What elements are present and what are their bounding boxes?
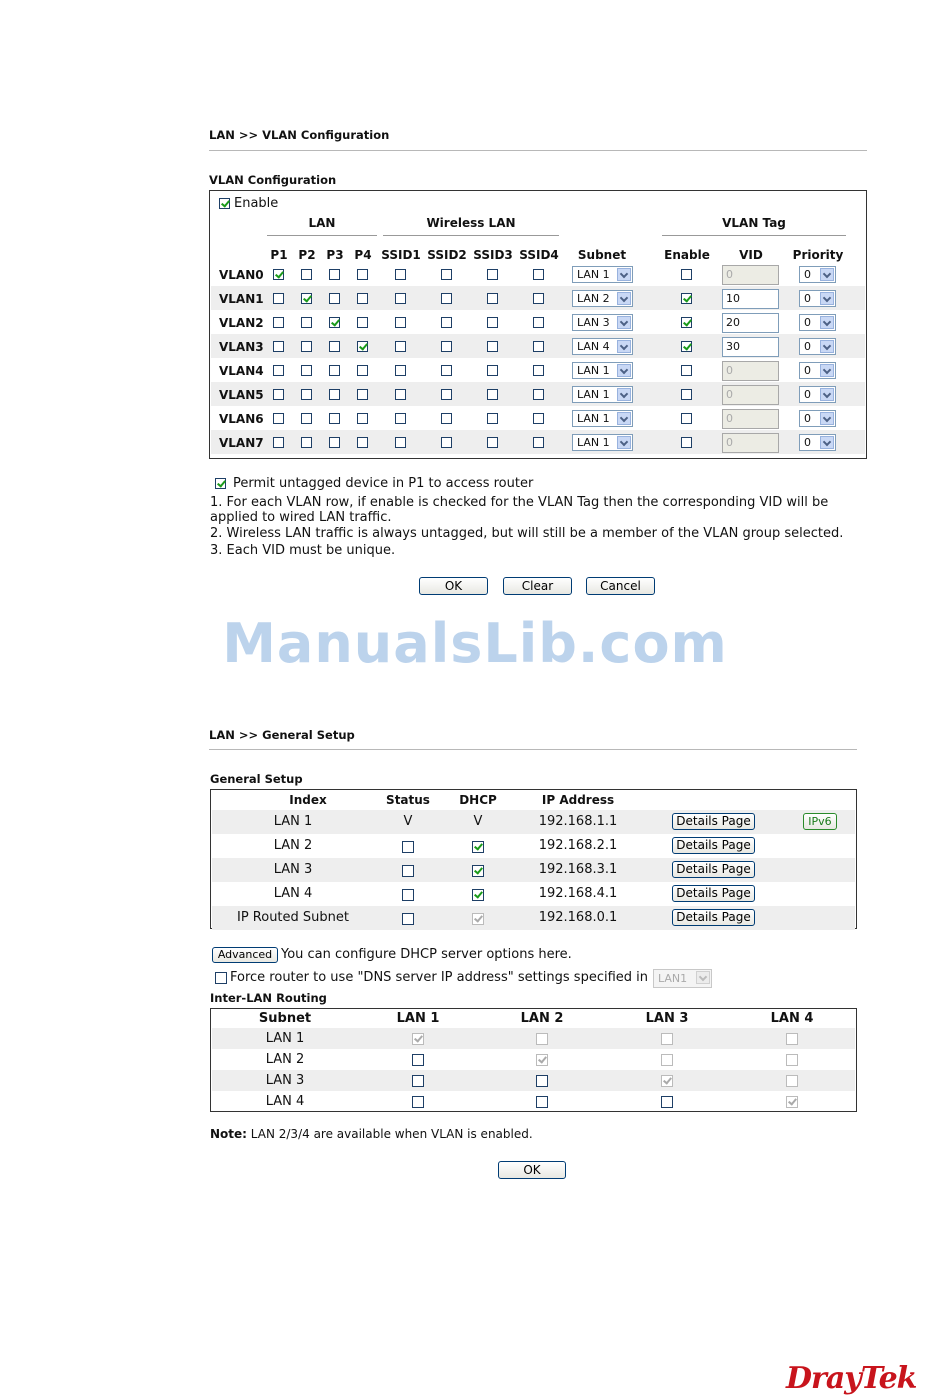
note-text: LAN 2/3/4 are available when VLAN is enabled.	[250, 1127, 533, 1141]
chevron-down-icon	[820, 268, 834, 281]
vid-input[interactable]: 0	[722, 385, 779, 405]
lan-group-header: LAN	[308, 216, 336, 230]
vlan-row-name: VLAN4	[219, 364, 264, 378]
subnet-select[interactable]	[572, 434, 633, 451]
ip-address: 192.168.4.1	[538, 886, 618, 901]
port-checkbox-p2[interactable]	[301, 389, 312, 400]
port-checkbox-p4[interactable]	[357, 437, 368, 448]
port-checkbox-p3[interactable]	[329, 293, 340, 304]
priority-select[interactable]	[799, 314, 836, 331]
status-checkbox[interactable]	[402, 889, 414, 901]
inter-lan-checkbox	[661, 1075, 673, 1087]
vlan-section-title: VLAN Configuration	[209, 173, 337, 187]
details-page-button[interactable]: Details Page	[672, 861, 755, 878]
ssid-checkbox-2[interactable]	[441, 437, 452, 448]
port-checkbox-p1[interactable]	[273, 365, 284, 376]
force-dns-select[interactable]	[653, 969, 712, 988]
col-header-p3: P3	[326, 248, 344, 262]
vlan-tag-enable-checkbox[interactable]	[681, 293, 692, 304]
port-checkbox-p4[interactable]	[357, 413, 368, 424]
priority-select-value: 0	[804, 412, 811, 425]
ssid-checkbox-1[interactable]	[395, 317, 406, 328]
priority-select-value: 0	[804, 268, 811, 281]
vlan-row-name: VLAN7	[219, 436, 264, 450]
inter-lan-checkbox	[661, 1054, 673, 1066]
col-header-subnet: Subnet	[577, 248, 627, 262]
chevron-down-icon	[617, 412, 631, 425]
vlan-ok-button[interactable]: OK	[419, 577, 488, 595]
ssid-checkbox-1[interactable]	[395, 437, 406, 448]
port-checkbox-p1[interactable]	[273, 389, 284, 400]
subnet-select-value: LAN 1	[577, 412, 610, 425]
subnet-select[interactable]	[572, 386, 633, 403]
port-checkbox-p3[interactable]	[329, 437, 340, 448]
chevron-down-icon	[617, 316, 631, 329]
general-setup-table	[210, 789, 857, 929]
inter-lan-checkbox	[786, 1075, 798, 1087]
force-dns-checkbox[interactable]	[215, 972, 227, 984]
dhcp-checkbox[interactable]	[472, 889, 484, 901]
ssid-checkbox-4[interactable]	[533, 365, 544, 376]
vlan-clear-button[interactable]: Clear	[503, 577, 572, 595]
chevron-down-icon	[617, 436, 631, 449]
subnet-select[interactable]	[572, 266, 633, 283]
ssid-checkbox-2[interactable]	[441, 341, 452, 352]
details-page-button[interactable]: Details Page	[672, 837, 755, 854]
inter-lan-checkbox	[536, 1033, 548, 1045]
inter-row-name: LAN 4	[265, 1094, 305, 1109]
chevron-down-icon	[820, 340, 834, 353]
vlan-row-name: VLAN3	[219, 340, 264, 354]
vid-input[interactable]: 0	[722, 409, 779, 429]
ssid-checkbox-3[interactable]	[487, 341, 498, 352]
priority-select[interactable]	[799, 290, 836, 307]
priority-select[interactable]	[799, 386, 836, 403]
divider	[209, 749, 857, 750]
inter-lan-checkbox[interactable]	[412, 1096, 424, 1108]
ssid-checkbox-4[interactable]	[533, 389, 544, 400]
port-checkbox-p1[interactable]	[273, 413, 284, 424]
vid-input[interactable]: 20	[722, 313, 779, 333]
port-checkbox-p2[interactable]	[301, 341, 312, 352]
vlan-tag-enable-checkbox[interactable]	[681, 269, 692, 280]
inter-lan-checkbox	[786, 1096, 798, 1108]
priority-select-value: 0	[804, 292, 811, 305]
priority-select[interactable]	[799, 266, 836, 283]
inter-lan-routing-table	[210, 1008, 857, 1112]
inter-lan-checkbox[interactable]	[661, 1096, 673, 1108]
ssid-checkbox-1[interactable]	[395, 389, 406, 400]
ssid-checkbox-4[interactable]	[533, 293, 544, 304]
priority-select[interactable]	[799, 362, 836, 379]
vid-input[interactable]: 0	[722, 265, 779, 285]
ssid-checkbox-4[interactable]	[533, 341, 544, 352]
inter-lan-title: Inter-LAN Routing	[210, 991, 327, 1005]
inter-lan-checkbox	[536, 1054, 548, 1066]
status-checkbox[interactable]	[402, 841, 414, 853]
chevron-down-icon	[820, 292, 834, 305]
details-page-button[interactable]: Details Page	[672, 813, 755, 830]
port-checkbox-p3[interactable]	[329, 269, 340, 280]
subnet-select[interactable]	[572, 314, 633, 331]
chevron-down-icon	[696, 971, 710, 984]
vlan-enable-checkbox[interactable]	[219, 198, 230, 209]
divider	[209, 150, 867, 151]
col-header-priority: Priority	[792, 248, 844, 262]
chevron-down-icon	[820, 436, 834, 449]
col-header-p2: P2	[298, 248, 316, 262]
port-checkbox-p4[interactable]	[357, 389, 368, 400]
col-header-ip: IP Address	[541, 793, 615, 807]
draytek-logo: DrayTek	[786, 1361, 917, 1396]
lan-index: LAN 1	[273, 814, 313, 829]
vlan-note-line: 2. Wireless LAN traffic is always untagged, but will still be a member of the VLAN group selected.	[210, 526, 844, 541]
vlan-note-line: 3. Each VID must be unique.	[210, 543, 396, 558]
chevron-down-icon	[820, 364, 834, 377]
chevron-down-icon	[617, 292, 631, 305]
vlan-tag-enable-checkbox[interactable]	[681, 317, 692, 328]
inter-lan-checkbox[interactable]	[412, 1054, 424, 1066]
port-checkbox-p2[interactable]	[301, 269, 312, 280]
port-checkbox-p1[interactable]	[273, 269, 284, 280]
ssid-checkbox-3[interactable]	[487, 413, 498, 424]
subnet-select-value: LAN 4	[577, 340, 610, 353]
inter-lan-checkbox[interactable]	[412, 1075, 424, 1087]
inter-lan-checkbox	[661, 1033, 673, 1045]
chevron-down-icon	[820, 388, 834, 401]
advanced-button[interactable]: Advanced	[212, 947, 278, 963]
port-checkbox-p2[interactable]	[301, 437, 312, 448]
chevron-down-icon	[617, 268, 631, 281]
col-header-ssid4: SSID4	[519, 248, 559, 262]
ssid-checkbox-2[interactable]	[441, 365, 452, 376]
status-value: V	[403, 814, 413, 829]
ssid-checkbox-2[interactable]	[441, 293, 452, 304]
priority-select-value: 0	[804, 340, 811, 353]
ip-address: 192.168.1.1	[538, 814, 618, 829]
col-header-ssid2: SSID2	[427, 248, 467, 262]
col-header-vid: VID	[739, 248, 763, 262]
vlan-tag-enable-checkbox[interactable]	[681, 413, 692, 424]
divider	[383, 235, 559, 236]
ip-address: 192.168.0.1	[538, 910, 618, 925]
ssid-checkbox-2[interactable]	[441, 413, 452, 424]
vlan-note-line: 1. For each VLAN row, if enable is checked for the VLAN Tag then the corresponding VID will be	[210, 495, 829, 510]
subnet-select-value: LAN 3	[577, 316, 610, 329]
ssid-checkbox-1[interactable]	[395, 341, 406, 352]
subnet-select-value: LAN 2	[577, 292, 610, 305]
ssid-checkbox-4[interactable]	[533, 437, 544, 448]
port-checkbox-p1[interactable]	[273, 293, 284, 304]
port-checkbox-p3[interactable]	[329, 389, 340, 400]
subnet-select-value: LAN 1	[577, 388, 610, 401]
port-checkbox-p1[interactable]	[273, 317, 284, 328]
col-header-p1: P1	[270, 248, 288, 262]
details-page-button[interactable]: Details Page	[672, 909, 755, 926]
ssid-checkbox-2[interactable]	[441, 389, 452, 400]
port-checkbox-p2[interactable]	[301, 365, 312, 376]
status-checkbox[interactable]	[402, 913, 414, 925]
subnet-select[interactable]	[572, 338, 633, 355]
ssid-checkbox-1[interactable]	[395, 269, 406, 280]
ssid-checkbox-3[interactable]	[487, 317, 498, 328]
vid-input[interactable]: 30	[722, 337, 779, 357]
ip-address: 192.168.3.1	[538, 862, 618, 877]
watermark-text: ManualsLib.com	[222, 612, 728, 675]
vid-input[interactable]: 0	[722, 361, 779, 381]
vid-input[interactable]: 0	[722, 433, 779, 453]
subnet-select[interactable]	[572, 290, 633, 307]
general-ok-button[interactable]: OK	[498, 1161, 566, 1179]
col-header-status: Status	[386, 793, 430, 807]
inter-lan-checkbox[interactable]	[536, 1075, 548, 1087]
vlan-config-panel	[209, 190, 867, 459]
inter-header-0: Subnet	[258, 1011, 312, 1026]
ssid-checkbox-1[interactable]	[395, 413, 406, 424]
lan-index: IP Routed Subnet	[236, 910, 349, 925]
vlan-row-name: VLAN2	[219, 316, 264, 330]
ssid-checkbox-3[interactable]	[487, 437, 498, 448]
ssid-checkbox-4[interactable]	[533, 413, 544, 424]
vlan-tag-enable-checkbox[interactable]	[681, 437, 692, 448]
chevron-down-icon	[617, 364, 631, 377]
priority-select-value: 0	[804, 364, 811, 377]
lan-index: LAN 4	[273, 886, 313, 901]
ssid-checkbox-3[interactable]	[487, 293, 498, 304]
port-checkbox-p4[interactable]	[357, 317, 368, 328]
col-header-enable: Enable	[664, 248, 710, 262]
vlan-tag-enable-checkbox[interactable]	[681, 389, 692, 400]
vlan-enable-label: Enable	[234, 196, 279, 211]
col-header-dhcp: DHCP	[459, 793, 497, 807]
port-checkbox-p2[interactable]	[301, 293, 312, 304]
details-page-button[interactable]: Details Page	[672, 885, 755, 902]
permit-untagged-checkbox[interactable]	[215, 478, 226, 489]
vlan-tag-group-header: VLAN Tag	[722, 216, 786, 230]
vlan-row-name: VLAN5	[219, 388, 264, 402]
subnet-select-value: LAN 1	[577, 268, 610, 281]
note-label: Note:	[210, 1127, 247, 1141]
vlan-row-name: VLAN1	[219, 292, 264, 306]
priority-select-value: 0	[804, 436, 811, 449]
chevron-down-icon	[820, 412, 834, 425]
divider	[662, 235, 846, 236]
subnet-select-value: LAN 1	[577, 364, 610, 377]
ssid-checkbox-1[interactable]	[395, 365, 406, 376]
dhcp-checkbox[interactable]	[472, 865, 484, 877]
force-dns-select-value: LAN1	[658, 972, 688, 985]
priority-select[interactable]	[799, 338, 836, 355]
inter-lan-checkbox	[786, 1054, 798, 1066]
inter-lan-checkbox	[412, 1033, 424, 1045]
vlan-note-line: applied to wired LAN traffic.	[210, 510, 392, 525]
inter-header-1: LAN 1	[396, 1011, 440, 1026]
port-checkbox-p2[interactable]	[301, 413, 312, 424]
advanced-description: You can configure DHCP server options here.	[281, 947, 572, 962]
port-checkbox-p4[interactable]	[357, 269, 368, 280]
priority-select-value: 0	[804, 316, 811, 329]
inter-lan-checkbox	[786, 1033, 798, 1045]
inter-row-name: LAN 3	[265, 1073, 305, 1088]
chevron-down-icon	[820, 316, 834, 329]
ssid-checkbox-4[interactable]	[533, 317, 544, 328]
ssid-checkbox-1[interactable]	[395, 293, 406, 304]
inter-header-4: LAN 4	[770, 1011, 814, 1026]
permit-untagged-label: Permit untagged device in P1 to access router	[233, 476, 534, 491]
ipv6-button[interactable]: IPv6	[803, 813, 837, 830]
priority-select[interactable]	[799, 410, 836, 427]
inter-header-3: LAN 3	[645, 1011, 689, 1026]
ssid-checkbox-3[interactable]	[487, 389, 498, 400]
ssid-checkbox-2[interactable]	[441, 317, 452, 328]
inter-header-2: LAN 2	[520, 1011, 564, 1026]
vid-input[interactable]: 10	[722, 289, 779, 309]
port-checkbox-p2[interactable]	[301, 317, 312, 328]
chevron-down-icon	[617, 388, 631, 401]
vlan-tag-enable-checkbox[interactable]	[681, 341, 692, 352]
inter-row-name: LAN 2	[265, 1052, 305, 1067]
chevron-down-icon	[617, 340, 631, 353]
vlan-breadcrumb: LAN >> VLAN Configuration	[209, 128, 390, 142]
general-breadcrumb: LAN >> General Setup	[209, 728, 355, 742]
port-checkbox-p1[interactable]	[273, 341, 284, 352]
subnet-select[interactable]	[572, 410, 633, 427]
inter-lan-checkbox[interactable]	[536, 1096, 548, 1108]
col-header-index: Index	[289, 793, 327, 807]
vlan-cancel-button[interactable]: Cancel	[586, 577, 655, 595]
priority-select[interactable]	[799, 434, 836, 451]
ssid-checkbox-2[interactable]	[441, 269, 452, 280]
col-header-p4: P4	[354, 248, 372, 262]
note	[210, 1127, 533, 1141]
port-checkbox-p4[interactable]	[357, 341, 368, 352]
subnet-select[interactable]	[572, 362, 633, 379]
ssid-checkbox-3[interactable]	[487, 269, 498, 280]
port-checkbox-p4[interactable]	[357, 293, 368, 304]
port-checkbox-p3[interactable]	[329, 365, 340, 376]
port-checkbox-p3[interactable]	[329, 413, 340, 424]
priority-select-value: 0	[804, 388, 811, 401]
col-header-ssid3: SSID3	[473, 248, 513, 262]
dhcp-checkbox[interactable]	[472, 841, 484, 853]
inter-row-name: LAN 1	[265, 1031, 305, 1046]
status-checkbox[interactable]	[402, 865, 414, 877]
general-section-title: General Setup	[210, 772, 303, 786]
subnet-select-value: LAN 1	[577, 436, 610, 449]
lan-index: LAN 3	[273, 862, 313, 877]
wireless-group-header: Wireless LAN	[426, 216, 516, 230]
ssid-checkbox-3[interactable]	[487, 365, 498, 376]
col-header-ssid1: SSID1	[381, 248, 421, 262]
dhcp-value: V	[473, 814, 483, 829]
vlan-row-name: VLAN6	[219, 412, 264, 426]
vlan-row-name: VLAN0	[219, 268, 264, 282]
ip-address: 192.168.2.1	[538, 838, 618, 853]
ssid-checkbox-4[interactable]	[533, 269, 544, 280]
port-checkbox-p1[interactable]	[273, 437, 284, 448]
divider	[267, 235, 377, 236]
vlan-tag-enable-checkbox[interactable]	[681, 365, 692, 376]
port-checkbox-p4[interactable]	[357, 365, 368, 376]
dhcp-checkbox	[472, 913, 484, 925]
port-checkbox-p3[interactable]	[329, 341, 340, 352]
force-dns-label: Force router to use "DNS server IP address" settings specified in	[230, 970, 649, 985]
port-checkbox-p3[interactable]	[329, 317, 340, 328]
lan-index: LAN 2	[273, 838, 313, 853]
